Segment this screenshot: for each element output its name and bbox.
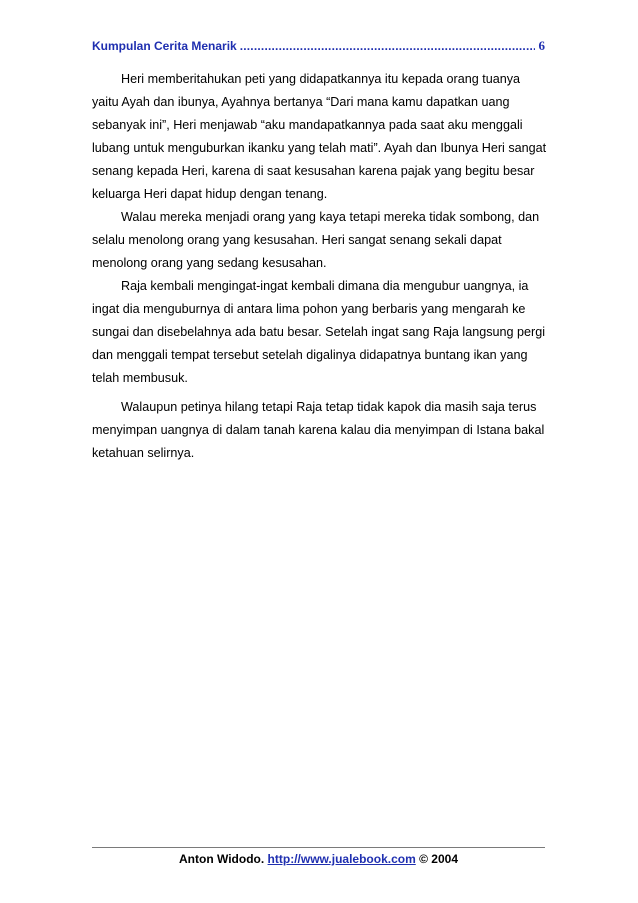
footer-author: Anton Widodo. — [179, 852, 265, 866]
page-footer — [92, 852, 545, 866]
paragraph: Raja kembali mengingat-ingat kembali dimana dia mengubur uangnya, ia ingat dia menguburnya di antara lima pohon yang berbaris yang mengarah ke sungai dan disebelahnya ada batu besar. Setelah ingat sang Raja langsung pergi dan menggali tempat tersebut setelah digalinya didapatnya buntang ikan yang telah membusuk. — [92, 279, 546, 385]
book-title: Kumpulan Cerita Menarik — [92, 39, 237, 53]
story-body — [92, 68, 550, 465]
running-header — [92, 38, 545, 54]
paragraph: Heri memberitahukan peti yang didapatkannya itu kepada orang tuanya yaitu Ayah dan ibunya, Ayahnya bertanya “Dari mana kamu dapatkan uang sebanyak ini”, Heri menjawab “aku mandapatkannya pada saat aku menggali lubang untuk menguburkan ikanku yang telah mati”. Ayah dan Ibunya Heri sangat senang kepada Heri, karena di saat kesusahan karena pajak yang begitu besar keluarga Heri dapat hidup dengan tenang. — [92, 72, 547, 201]
footer-copyright: © 2004 — [419, 852, 458, 866]
paragraph: Walaupun petinya hilang tetapi Raja tetap tidak kapok dia masih saja terus menyimpan uangnya di dalam tanah karena kalau dia menyimpan di Istana bakal ketahuan selirnya. — [92, 400, 545, 460]
footer-website-link[interactable]: http://www.jualebook.com — [267, 852, 416, 866]
paragraph: Walau mereka menjadi orang yang kaya tetapi mereka tidak sombong, dan selalu menolong orang yang kesusahan. Heri sangat senang sekali dapat menolong orang yang sedang kesusahan. — [92, 210, 540, 270]
footer-divider — [92, 847, 545, 848]
header-dot-leader — [240, 39, 535, 53]
page-number: 6 — [538, 38, 545, 53]
